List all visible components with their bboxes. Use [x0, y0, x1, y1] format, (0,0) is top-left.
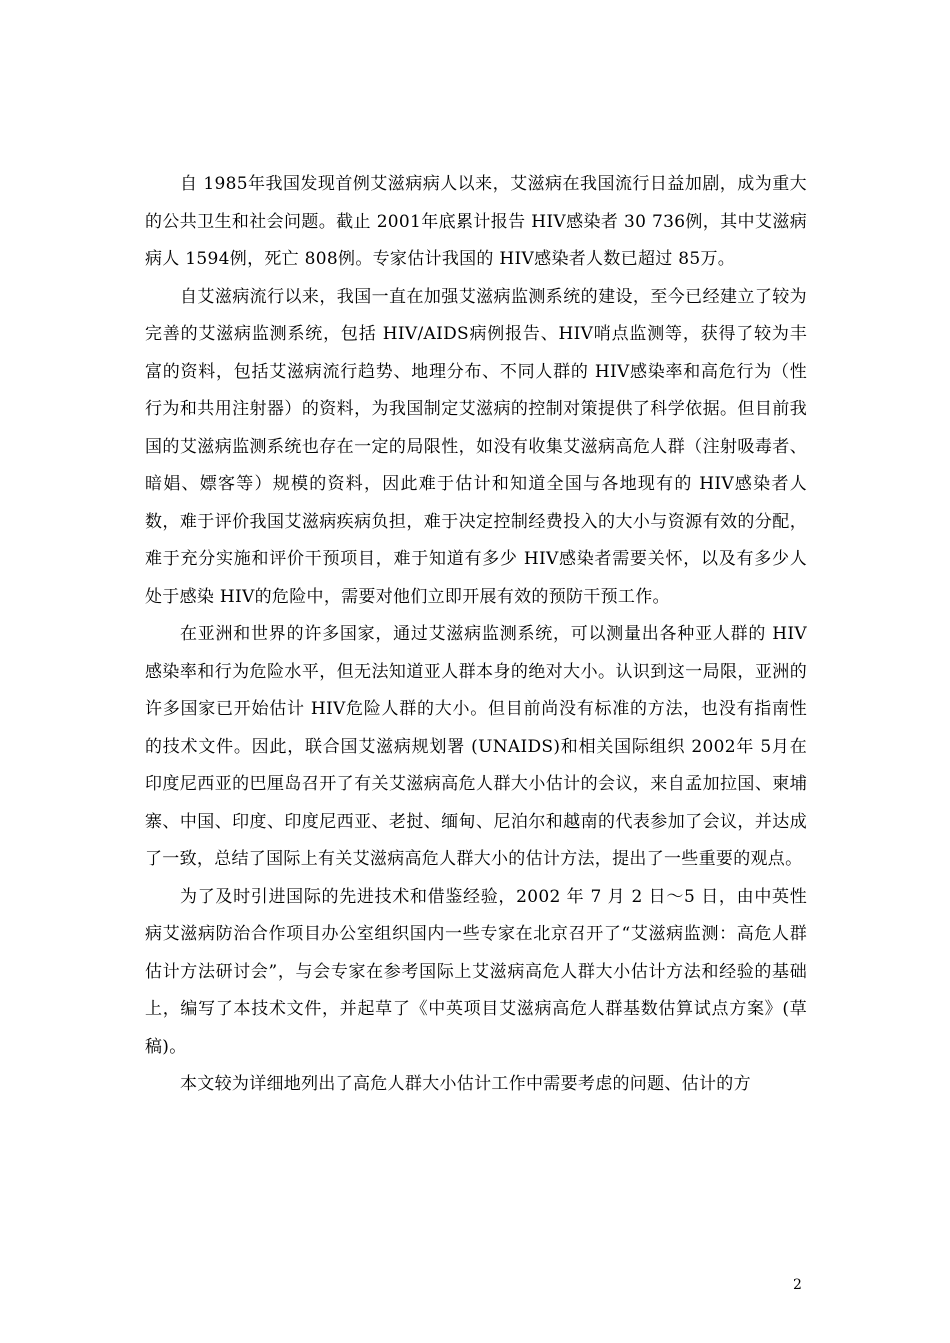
page-number: 2 [793, 1277, 802, 1293]
paragraph-1: 自 1985年我国发现首例艾滋病病人以来，艾滋病在我国流行日益加剧，成为重大的公共卫生和社会问题。截止 2001年底累计报告 HIV感染者 30 736例，其中艾滋病病人 1594例，死亡 808例。专家估计我国的 HIV感染者人数已超过 85万。 [145, 174, 807, 269]
paragraph-5: 本文较为详细地列出了高危人群大小估计工作中需要考虑的问题、估计的方 [180, 1074, 751, 1094]
paragraph-4: 为了及时引进国际的先进技术和借鉴经验，2002 年 7 月 2 日～5 日，由中英性病艾滋病防治合作项目办公室组织国内一些专家在北京召开了“艾滋病监测：高危人群估计方法研讨会”，与会专家在参考国际上艾滋病高危人群大小估计方法和经验的基础上，编写了本技术文件，并起草了《中英项目艾滋病高危人群基数估算试点方案》(草稿)。 [145, 886, 807, 1057]
paragraph-2: 自艾滋病流行以来，我国一直在加强艾滋病监测系统的建设，至今已经建立了较为完善的艾滋病监测系统，包括 HIV/AIDS病例报告、HIV哨点监测等，获得了较为丰富的资料，包括艾滋病流行趋势、地理分布、不同人群的 HIV感染率和高危行为（性行为和共用注射器）的资料，为我国制定艾滋病的控制对策提供了科学依据。但目前我国的艾滋病监测系统也存在一定的局限性，如没有收集艾滋病高危人群（注射吸毒者、暗娼、嫖客等）规模的资料，因此难于估计和知道全国与各地现有的 HIV感染者人数，难于评价我国艾滋病疾病负担，难于决定控制经费投入的大小与资源有效的分配，难于充分实施和评价干预项目，难于知道有多少 HIV感染者需要关怀，以及有多少人处于感染 HIV的危险中，需要对他们立即开展有效的预防干预工作。 [145, 286, 807, 607]
body-text [145, 166, 807, 1104]
paragraph-3: 在亚洲和世界的许多国家，通过艾滋病监测系统，可以测量出各种亚人群的 HIV感染率和行为危险水平，但无法知道亚人群本身的绝对大小。认识到这一局限，亚洲的许多国家已开始估计 HIV危险人群的大小。但目前尚没有标准的方法，也没有指南性的技术文件。因此，联合国艾滋病规划署 (UNAIDS)和相关国际组织 2002年 5月在印度尼西亚的巴厘岛召开了有关艾滋病高危人群大小估计的会议，来自孟加拉国、柬埔寨、中国、印度、印度尼西亚、老挝、缅甸、尼泊尔和越南的代表参加了会议，并达成了一致，总结了国际上有关艾滋病高危人群大小的估计方法，提出了一些重要的观点。 [145, 624, 807, 869]
